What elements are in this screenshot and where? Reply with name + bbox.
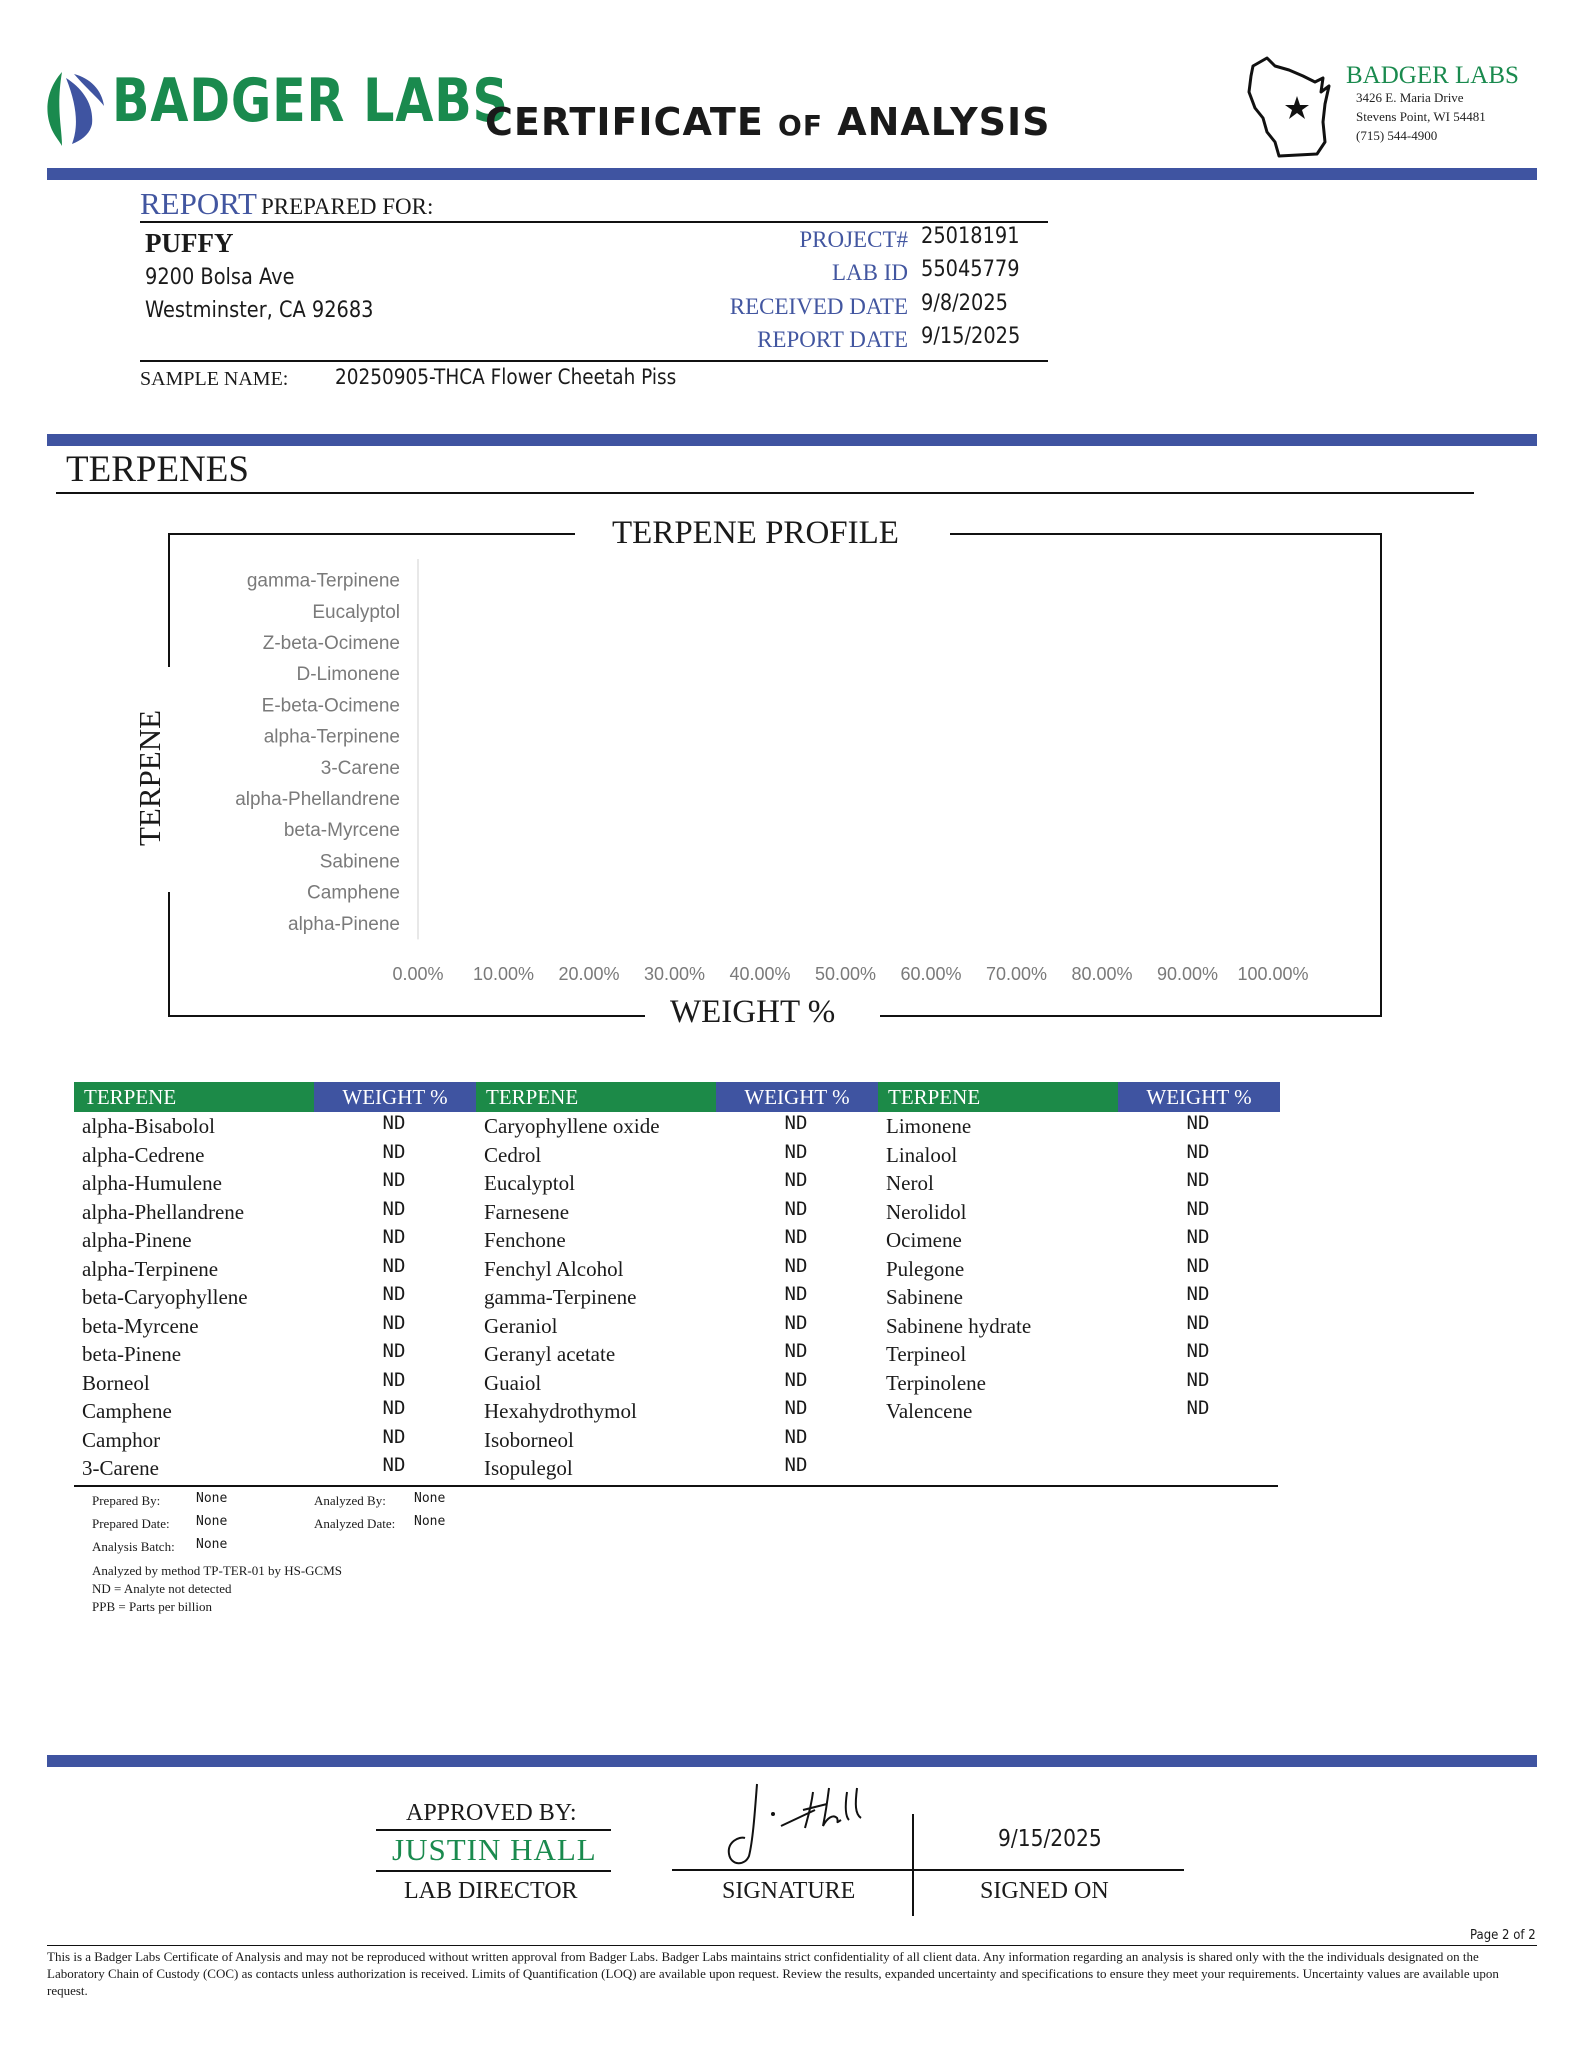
analyzed-date-label: Analyzed Date:: [314, 1516, 396, 1531]
prepared-by-value: None: [196, 1491, 228, 1506]
table-cell-terpene-name: Linalool: [886, 1142, 958, 1167]
chart-x-tick-label: 10.00%: [472, 964, 535, 984]
analyzed-date-value: None: [414, 1514, 446, 1529]
table-header-terpene: TERPENE: [476, 1082, 716, 1112]
approved-by-label: APPROVED BY:: [406, 1800, 577, 1826]
table-cell-weight-value: ND: [784, 1368, 808, 1391]
chart-x-tick-label: 90.00%: [1156, 964, 1219, 984]
table-cell-terpene-name: alpha-Humulene: [82, 1171, 222, 1195]
chart-category-label: Camphene: [307, 882, 400, 904]
table-cell-weight-value: ND: [382, 1254, 406, 1277]
title-analysis: ANALYSIS: [837, 100, 1051, 144]
table-cell-terpene-name: Caryophyllene oxide: [484, 1114, 660, 1138]
chart-x-tick-label: 50.00%: [814, 964, 877, 984]
report-heading-big: REPORT: [140, 186, 257, 221]
client-city: Westminster, CA 92683: [145, 298, 374, 323]
table-cell-terpene-name: Nerolidol: [886, 1199, 967, 1224]
table-cell-weight-value: ND: [784, 1283, 808, 1305]
chart-x-tick-label: 60.00%: [900, 964, 962, 984]
table-cell-terpene-name: beta-Pinene: [82, 1342, 182, 1366]
table-cell-weight-value: ND: [382, 1197, 406, 1220]
table-cell-weight-value: ND: [1186, 1197, 1210, 1220]
table-cell-terpene-name: Fenchyl Alcohol: [484, 1256, 624, 1281]
table-cell-weight-value: ND: [382, 1311, 406, 1334]
table-cell-terpene-name: Isoborneol: [484, 1427, 574, 1452]
table-cell-weight-value: ND: [784, 1140, 808, 1163]
signature-label: SIGNATURE: [722, 1878, 856, 1904]
analysis-batch-value: None: [196, 1537, 228, 1552]
ppb-note: PPB = Parts per billion: [92, 1599, 213, 1614]
lab-address-line2: Stevens Point, WI 54481: [1356, 109, 1486, 124]
table-cell-weight-value: ND: [382, 1226, 406, 1248]
lab-name: BADGER LABS: [1346, 62, 1519, 89]
report-date-value: 9/15/2025: [921, 324, 1021, 349]
document-title: [485, 100, 1051, 144]
table-cell-terpene-name: Sabinene: [886, 1285, 963, 1309]
table-cell-terpene-name: Eucalyptol: [484, 1171, 575, 1195]
section-divider-bar: [47, 434, 1537, 446]
table-cell-weight-value: ND: [784, 1340, 808, 1362]
table-cell-weight-value: ND: [1186, 1254, 1210, 1277]
table-cell-terpene-name: Terpinolene: [886, 1370, 986, 1395]
table-cell-terpene-name: Cedrol: [484, 1142, 542, 1167]
chart-title: TERPENE PROFILE: [612, 515, 899, 551]
analyzed-by-label: Analyzed By:: [314, 1493, 386, 1508]
table-header-weight: WEIGHT %: [716, 1082, 878, 1112]
table-cell-weight-value: ND: [1186, 1397, 1210, 1419]
table-cell-terpene-name: Hexahydrothymol: [484, 1399, 637, 1423]
approver-name: JUSTIN HALL: [392, 1832, 597, 1867]
chart-x-tick-label: 100.00%: [1237, 964, 1309, 984]
table-cell-weight-value: ND: [784, 1397, 808, 1419]
table-cell-weight-value: ND: [382, 1368, 406, 1391]
table-cell-terpene-name: Nerol: [886, 1171, 934, 1195]
sample-name-label: SAMPLE NAME:: [140, 368, 289, 390]
chart-category-label: 3-Carene: [320, 757, 400, 779]
table-header-terpene: TERPENE: [878, 1082, 1118, 1112]
prepared-date-value: None: [196, 1514, 228, 1529]
table-cell-weight-value: ND: [1186, 1169, 1210, 1191]
table-header-weight: WEIGHT %: [1118, 1082, 1280, 1112]
table-cell-terpene-name: gamma-Terpinene: [484, 1285, 637, 1309]
table-cell-terpene-name: Camphene: [82, 1399, 172, 1423]
chart-category-label: gamma-Terpinene: [246, 570, 400, 592]
badger-labs-logo-icon: [42, 68, 106, 148]
table-cell-weight-value: ND: [784, 1311, 808, 1334]
client-street: 9200 Bolsa Ave: [145, 265, 295, 290]
table-cell-weight-value: ND: [784, 1425, 808, 1448]
table-cell-terpene-name: Sabinene hydrate: [886, 1313, 1032, 1338]
table-header-terpene: TERPENE: [74, 1082, 314, 1112]
table-cell-terpene-name: Valencene: [886, 1399, 973, 1423]
chart-category-label: D-Limonene: [296, 664, 400, 686]
chart-category-label: alpha-Phellandrene: [235, 789, 400, 810]
chart-category-label: Z-beta-Ocimene: [262, 633, 400, 654]
chart-category-label: alpha-Terpinene: [263, 726, 400, 748]
approval-divider-bar: [47, 1755, 1537, 1767]
table-cell-weight-value: ND: [382, 1112, 406, 1134]
report-heading-rule: [140, 221, 1048, 223]
table-cell-terpene-name: Limonene: [886, 1114, 972, 1138]
lab-id-label: LAB ID: [831, 260, 908, 285]
table-cell-terpene-name: 3-Carene: [82, 1456, 159, 1480]
lab-address-line1: 3426 E. Maria Drive: [1356, 90, 1464, 105]
report-bottom-rule: [140, 360, 1048, 362]
table-cell-weight-value: ND: [784, 1169, 808, 1191]
sample-name-value: 20250905-THCA Flower Cheetah Piss: [335, 365, 677, 389]
table-bottom-rule: [74, 1485, 1278, 1487]
table-cell-weight-value: ND: [784, 1254, 808, 1277]
table-cell-terpene-name: Geranyl acetate: [484, 1342, 616, 1366]
table-cell-terpene-name: alpha-Terpinene: [82, 1256, 219, 1281]
chart-category-label: E-beta-Ocimene: [261, 695, 400, 717]
signed-date: 9/15/2025: [998, 1826, 1102, 1852]
chart-x-axis-label: WEIGHT %: [670, 994, 836, 1030]
chart-y-axis-label: TERPENE: [132, 709, 167, 847]
table-cell-terpene-name: beta-Caryophyllene: [82, 1285, 248, 1309]
signature-rule: [672, 1869, 1184, 1871]
table-cell-terpene-name: Pulegone: [886, 1256, 965, 1281]
report-heading-rest: PREPARED FOR:: [261, 194, 434, 219]
table-cell-weight-value: ND: [382, 1425, 406, 1448]
table-cell-weight-value: ND: [382, 1397, 406, 1419]
chart-x-tick-label: 20.00%: [558, 964, 620, 984]
approved-by-rule: [376, 1829, 611, 1831]
lab-phone: (715) 544-4900: [1356, 128, 1438, 143]
table-cell-weight-value: ND: [1186, 1112, 1210, 1134]
terpene-profile-chart: [170, 535, 1370, 995]
chart-category-label: beta-Myrcene: [283, 820, 400, 842]
table-cell-terpene-name: alpha-Cedrene: [82, 1142, 205, 1167]
project-value: 25018191: [921, 224, 1020, 249]
signature-icon: [715, 1780, 875, 1870]
table-cell-weight-value: ND: [784, 1226, 808, 1248]
received-date-label: RECEIVED DATE: [729, 294, 908, 319]
analysis-batch-label: Analysis Batch:: [92, 1539, 175, 1554]
chart-x-tick-label: 80.00%: [1071, 964, 1133, 984]
table-cell-weight-value: ND: [1186, 1340, 1210, 1362]
table-cell-terpene-name: Ocimene: [886, 1228, 962, 1252]
signature-divider: [912, 1814, 914, 1916]
table-cell-terpene-name: alpha-Pinene: [82, 1228, 192, 1252]
section-title: TERPENES: [66, 449, 249, 490]
table-cell-terpene-name: alpha-Bisabolol: [82, 1114, 215, 1138]
table-cell-terpene-name: Terpineol: [886, 1342, 967, 1366]
table-cell-weight-value: ND: [1186, 1226, 1210, 1248]
table-cell-weight-value: ND: [1186, 1283, 1210, 1305]
prepared-by-label: Prepared By:: [92, 1493, 161, 1508]
approver-name-rule: [376, 1870, 611, 1872]
table-cell-terpene-name: Geraniol: [484, 1313, 558, 1338]
disclaimer-rule: [47, 1945, 1537, 1946]
table-cell-weight-value: ND: [1186, 1311, 1210, 1334]
table-cell-weight-value: ND: [1186, 1368, 1210, 1391]
table-cell-terpene-name: Guaiol: [484, 1370, 542, 1395]
table-cell-terpene-name: Farnesene: [484, 1199, 570, 1224]
table-cell-terpene-name: alpha-Phellandrene: [82, 1199, 245, 1224]
nd-note: ND = Analyte not detected: [92, 1581, 232, 1596]
table-cell-terpene-name: Borneol: [82, 1370, 150, 1395]
received-date-value: 9/8/2025: [921, 291, 1008, 316]
table-cell-weight-value: ND: [784, 1112, 808, 1134]
method-note: Analyzed by method TP-TER-01 by HS-GCMS: [92, 1563, 342, 1578]
table-header-weight: WEIGHT %: [314, 1082, 476, 1112]
chart-x-tick-label: 40.00%: [729, 964, 791, 984]
table-cell-weight-value: ND: [382, 1454, 406, 1476]
chart-x-tick-label: 30.00%: [643, 964, 706, 984]
chart-category-label: Eucalyptol: [312, 601, 400, 623]
chart-category-label: alpha-Pinene: [288, 913, 400, 935]
table-cell-weight-value: ND: [382, 1283, 406, 1305]
table-cell-weight-value: ND: [1186, 1140, 1210, 1163]
brand-wordmark: BADGER LABS: [112, 66, 509, 136]
project-label: PROJECT#: [799, 227, 908, 252]
table-cell-terpene-name: Isopulegol: [484, 1456, 573, 1480]
chart-category-label: Sabinene: [319, 851, 400, 873]
analyzed-by-value: None: [414, 1491, 446, 1506]
title-certificate: CERTIFICATE: [485, 100, 764, 144]
table-cell-weight-value: ND: [382, 1169, 406, 1191]
chart-x-tick-label: 0.00%: [392, 964, 444, 984]
table-cell-weight-value: ND: [382, 1140, 406, 1163]
header-divider-bar: [47, 168, 1537, 180]
lab-id-value: 55045779: [921, 257, 1020, 282]
table-cell-weight-value: ND: [784, 1454, 808, 1476]
table-cell-weight-value: ND: [382, 1340, 406, 1362]
table-cell-terpene-name: Fenchone: [484, 1228, 566, 1252]
report-date-label: REPORT DATE: [757, 327, 908, 352]
client-name: PUFFY: [145, 228, 234, 258]
table-cell-terpene-name: Camphor: [82, 1427, 161, 1452]
disclaimer-text: This is a Badger Labs Certificate of Analysis and may not be reproduced without written approval from Badger Labs. Badger Labs maintains strict confidentiality of all client data. Any information regarding an analysis is shared only with the the individuals designated on the Laboratory Chain of Custody (COC) as contacts unless authorization is received. Limits of Quantification (LOQ) are available upon request. Review the results, expanded uncertainty and specifications to ensure they meet your requirements. Uncertainty values are available upon request.: [47, 1949, 1499, 1998]
table-cell-terpene-name: beta-Myrcene: [82, 1313, 199, 1338]
section-title-rule: [56, 492, 1474, 494]
prepared-date-label: Prepared Date:: [92, 1516, 170, 1531]
table-cell-weight-value: ND: [784, 1197, 808, 1220]
wisconsin-map-icon: [1245, 52, 1345, 160]
chart-x-tick-label: 70.00%: [985, 964, 1048, 984]
approver-title: LAB DIRECTOR: [404, 1878, 578, 1904]
report-prepared-for-heading: [140, 186, 433, 222]
signed-on-label: SIGNED ON: [980, 1878, 1109, 1904]
page-number: Page 2 of 2: [1470, 1928, 1536, 1943]
title-of: OF: [778, 109, 823, 142]
